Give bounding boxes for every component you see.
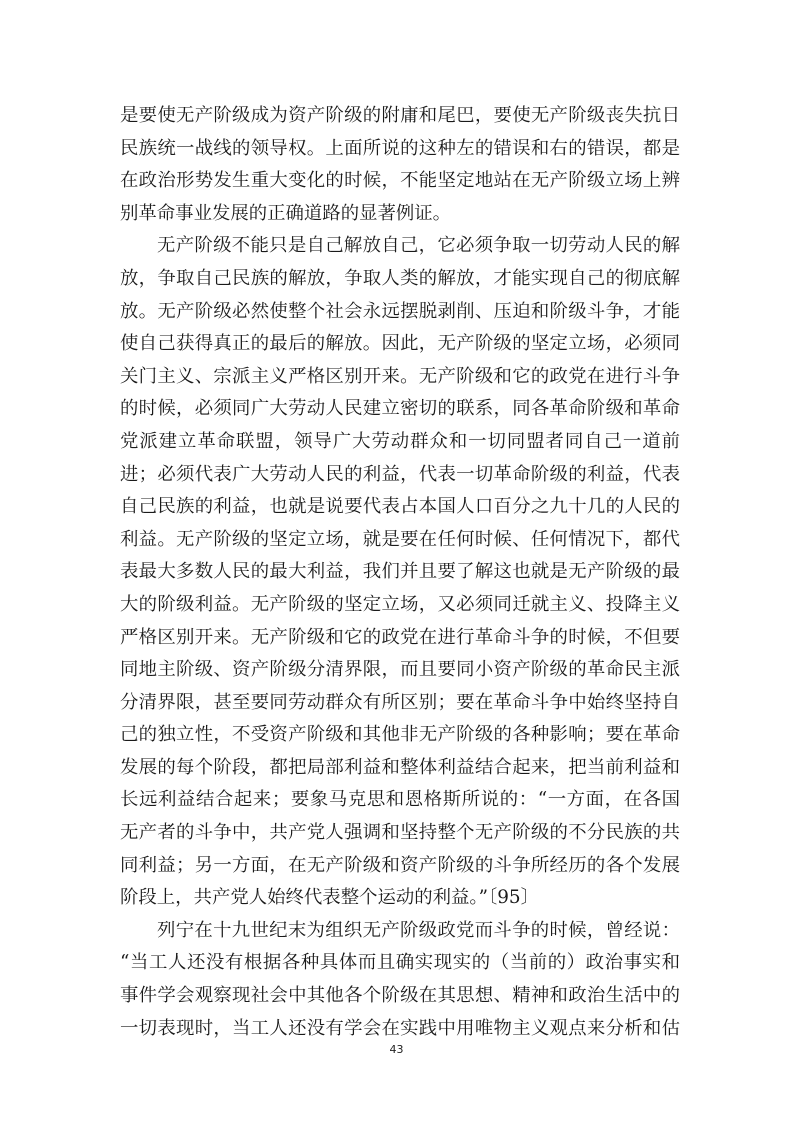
text-line: 放。无产阶级必然使整个社会永远摆脱剥削、压迫和阶级斗争，才能 bbox=[120, 300, 680, 322]
text-line: 同地主阶级、资产阶级分清界限，而且要同小资产阶级的革命民主派 bbox=[120, 659, 680, 681]
text-line: 一切表现时，当工人还没有学会在实践中用唯物主义观点来分析和估 bbox=[120, 1017, 680, 1039]
paragraph bbox=[120, 100, 680, 230]
text-line: 民族统一战线的领导权。上面所说的这种左的错误和右的错误，都是 bbox=[120, 137, 680, 159]
text-line: 分清界限，甚至要同劳动群众有所区别；要在革命斗争中始终坚持自 bbox=[120, 691, 680, 713]
text-line: 同利益；另一方面，在无产阶级和资产阶级的斗争所经历的各个发展 bbox=[120, 854, 680, 876]
text-line: 自己民族的利益，也就是说要代表占本国人口百分之九十几的人民的 bbox=[120, 496, 680, 518]
text-line: 党派建立革命联盟，领导广大劳动群众和一切同盟者同自己一道前 bbox=[120, 430, 680, 452]
text-line: 无产者的斗争中，共产党人强调和坚持整个无产阶级的不分民族的共 bbox=[120, 822, 680, 844]
text-line: 长远利益结合起来；要象马克思和恩格斯所说的：“一方面，在各国 bbox=[120, 789, 680, 811]
text-line: 利益。无产阶级的坚定立场，就是要在任何时候、任何情况下，都代 bbox=[120, 528, 680, 550]
text-line: 发展的每个阶段，都把局部利益和整体利益结合起来，把当前利益和 bbox=[120, 756, 680, 778]
text-line: 表最大多数人民的最大利益，我们并且要了解这也就是无产阶级的最 bbox=[120, 561, 680, 583]
text-line: 在政治形势发生重大变化的时候，不能坚定地站在无产阶级立场上辨 bbox=[120, 170, 680, 192]
page-number: 43 bbox=[389, 1043, 404, 1056]
paragraph bbox=[120, 915, 680, 1045]
text-line: 列宁在十九世纪末为组织无产阶级政党而斗争的时候，曾经说： bbox=[157, 919, 680, 941]
text-line: 阶段上，共产党人始终代表整个运动的利益。”〔95〕 bbox=[120, 887, 539, 909]
text-line: 别革命事业发展的正确道路的显著例证。 bbox=[120, 202, 452, 224]
document-body bbox=[120, 100, 680, 1045]
text-line: 大的阶级利益。无产阶级的坚定立场，又必须同迁就主义、投降主义 bbox=[120, 593, 680, 615]
text-line: 放，争取自己民族的解放，争取人类的解放，才能实现自己的彻底解 bbox=[120, 267, 680, 289]
text-line: 严格区别开来。无产阶级和它的政党在进行革命斗争的时候，不但要 bbox=[120, 626, 680, 648]
text-line: 关门主义、宗派主义严格区别开来。无产阶级和它的政党在进行斗争 bbox=[120, 365, 680, 387]
text-line: 事件学会观察现社会中其他各个阶级在其思想、精神和政治生活中的 bbox=[120, 985, 680, 1007]
paragraph bbox=[120, 230, 680, 914]
text-line: 使自己获得真正的最后的解放。因此，无产阶级的坚定立场，必须同 bbox=[120, 333, 680, 355]
text-line: 的时候，必须同广大劳动人民建立密切的联系，同各革命阶级和革命 bbox=[120, 398, 680, 420]
text-line: 进；必须代表广大劳动人民的利益，代表一切革命阶级的利益，代表 bbox=[120, 463, 680, 485]
text-line: “当工人还没有根据各种具体而且确实现实的（当前的）政治事实和 bbox=[120, 952, 680, 974]
text-line: 无产阶级不能只是自己解放自己，它必须争取一切劳动人民的解 bbox=[157, 235, 680, 257]
text-line: 是要使无产阶级成为资产阶级的附庸和尾巴，要使无产阶级丧失抗日 bbox=[120, 105, 680, 126]
text-line: 己的独立性，不受资产阶级和其他非无产阶级的各种影响；要在革命 bbox=[120, 724, 680, 746]
